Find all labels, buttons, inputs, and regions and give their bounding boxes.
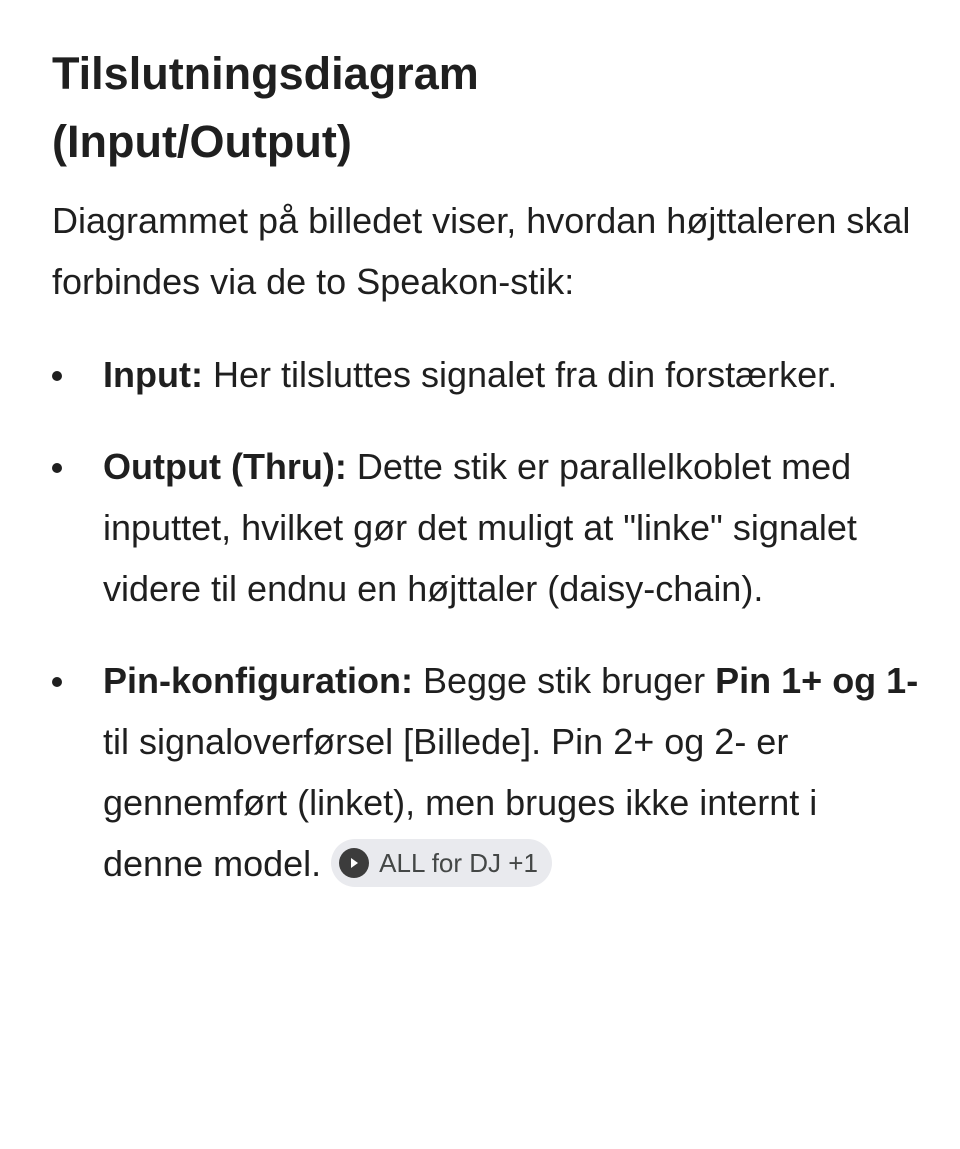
- bullet-text: Her tilsluttes signalet fra din forstærker.: [202, 354, 838, 395]
- list-item: [52, 436, 922, 619]
- bullet-list: [52, 344, 922, 894]
- section-heading: [52, 40, 922, 176]
- bullet-dot-icon: [52, 677, 62, 687]
- bullet-text-before: Begge stik bruger: [412, 660, 716, 701]
- bullet-label: Input:: [103, 354, 203, 395]
- heading-line-1: Tilslutningsdiagram: [52, 48, 479, 99]
- list-item: [52, 344, 922, 405]
- answer-content: [52, 40, 922, 925]
- heading-line-2: (Input/Output): [52, 116, 352, 167]
- list-item: [52, 650, 922, 894]
- bullet-label: Pin-konfiguration:: [103, 660, 413, 701]
- bullet-text: Dette stik er parallelkoblet med inputtet, hvilket gør det muligt at "linke" signalet videre til endnu en højttaler (daisy-chain).: [103, 446, 857, 609]
- bullet-text-after: til signaloverførsel [Billede]. Pin 2+ og 2- er gennemført (linket), men bruges ikke internt i denne model.: [103, 721, 818, 884]
- play-arrow-icon: [339, 848, 369, 878]
- bullet-dot-icon: [52, 371, 62, 381]
- bullet-label: Output (Thru):: [103, 446, 347, 487]
- bullet-bold-inline: Pin 1+ og 1-: [715, 660, 919, 701]
- bullet-dot-icon: [52, 463, 62, 473]
- source-chip-label: ALL for DJ +1: [379, 847, 538, 878]
- source-chip[interactable]: [331, 839, 552, 887]
- intro-paragraph: Diagrammet på billedet viser, hvordan højttaleren skal forbindes via de to Speakon-stik:: [52, 200, 911, 302]
